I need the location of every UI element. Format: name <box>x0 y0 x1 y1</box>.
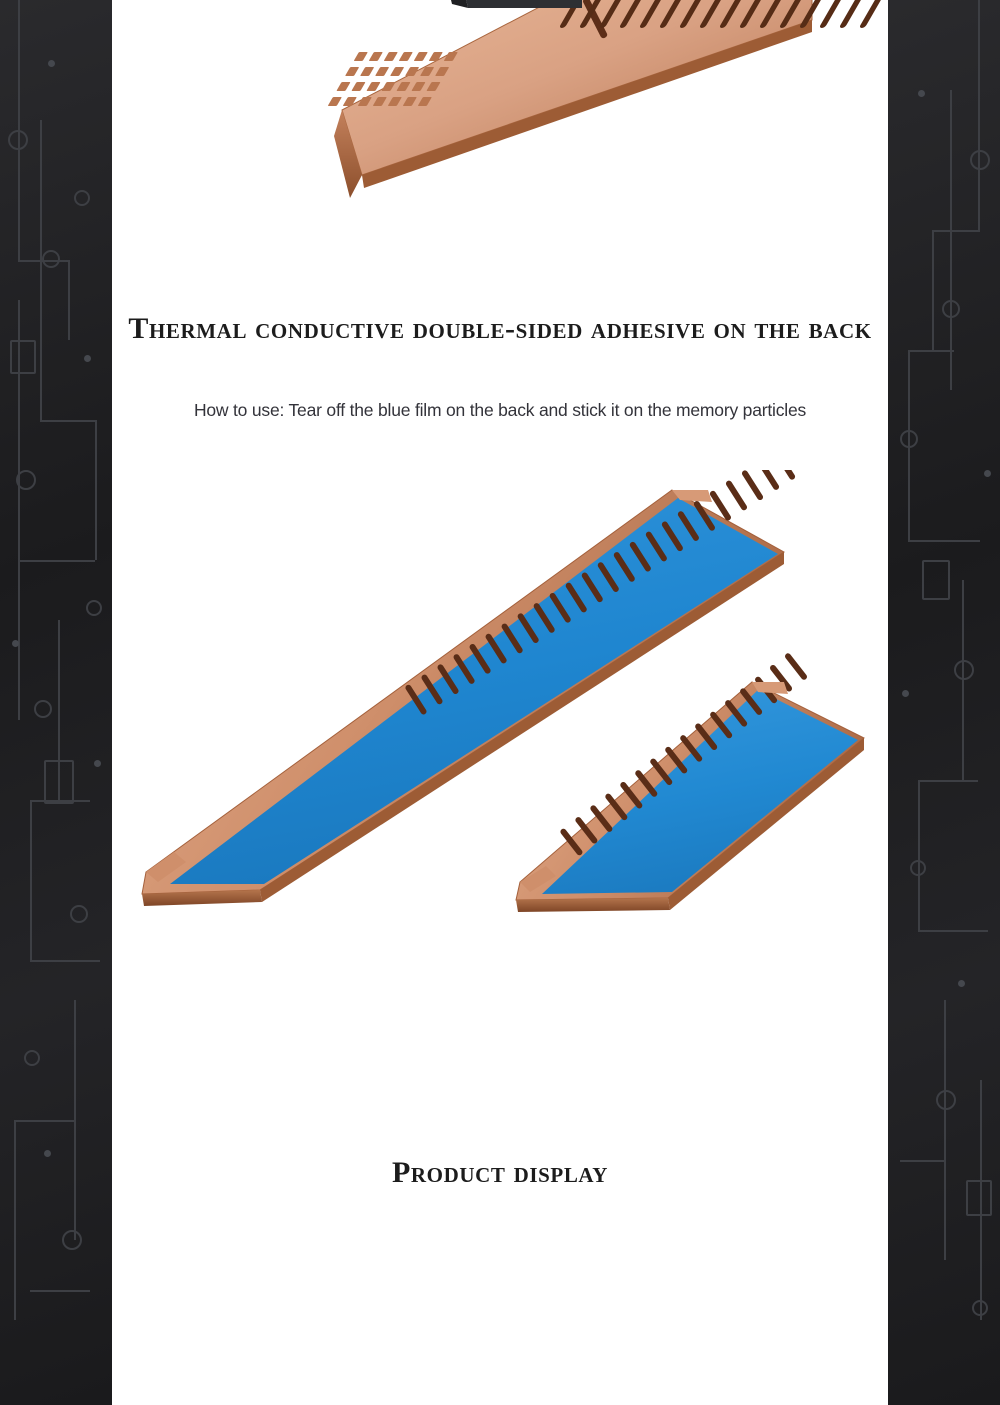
section-title-product-display: Product display <box>391 1156 609 1189</box>
content-column <box>112 0 888 1405</box>
page-title: Thermal conductive double-sided adhesive on the back <box>128 312 872 345</box>
heatsinks-illustration <box>112 470 888 1090</box>
heatsink-illustration-top <box>112 0 888 240</box>
two-heatsinks-with-blue-adhesive-film <box>112 470 888 1090</box>
left-circuit-panel <box>0 0 112 1405</box>
copper-heatsink-top-view <box>112 0 888 240</box>
right-circuit-panel <box>888 0 1000 1405</box>
usage-instructions: How to use: Tear off the blue film on the back and stick it on the memory particles <box>193 400 807 420</box>
